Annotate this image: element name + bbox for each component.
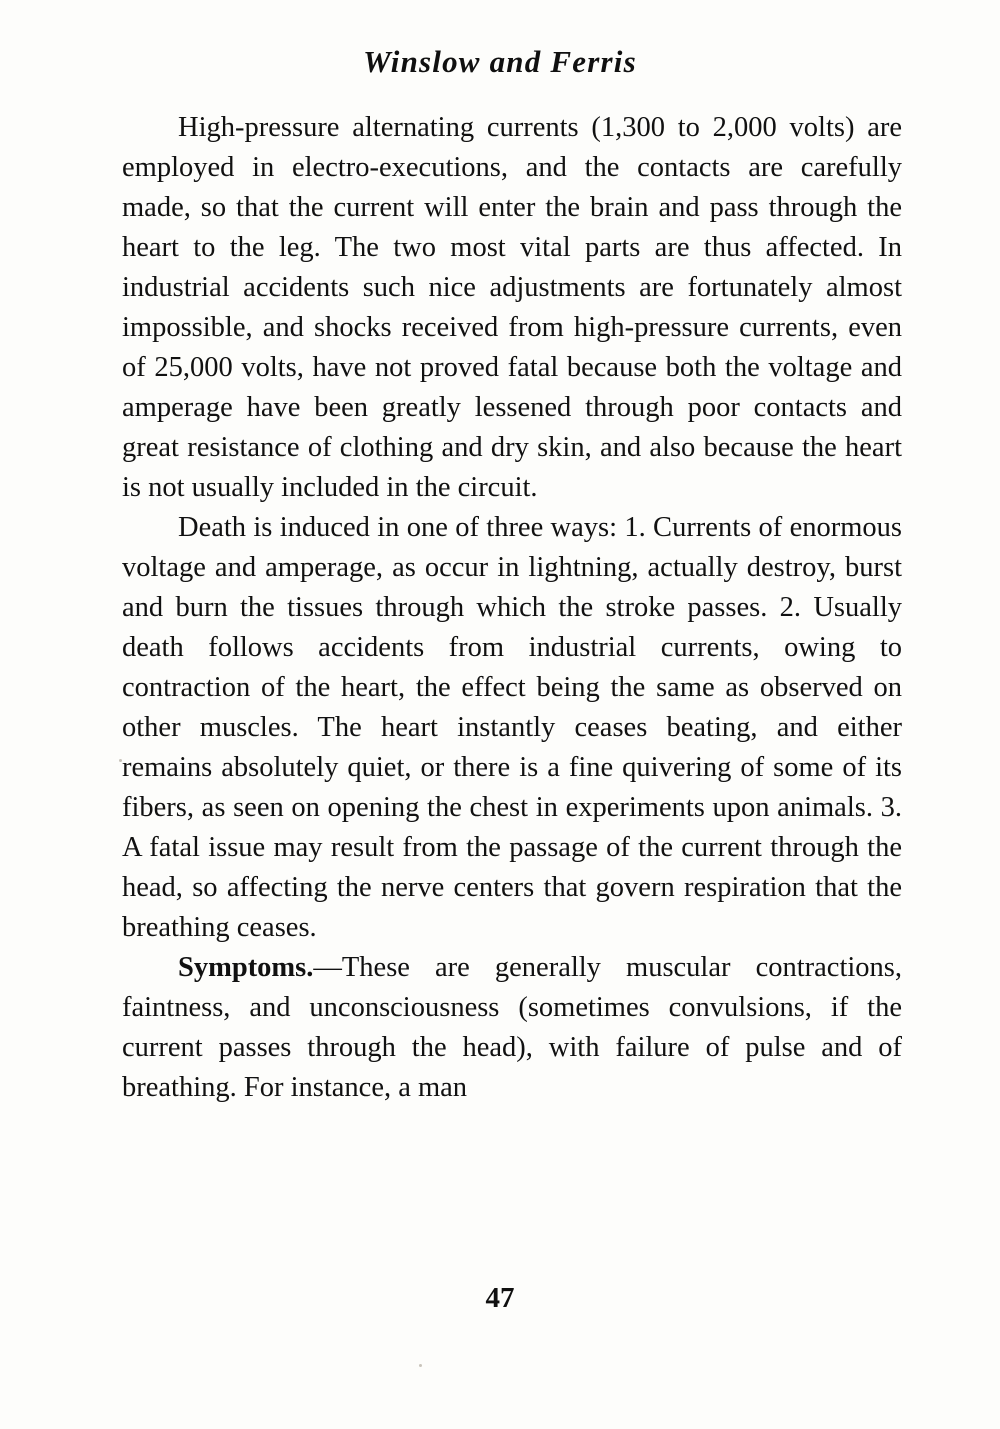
paragraph-symptoms <box>122 948 902 1108</box>
symptoms-lead-in: Symptoms. <box>178 952 314 983</box>
paragraph-high-pressure: High-pressure alternating currents (1,300 to 2,000 volts) are employed in electro-executions, and the contacts are carefully made, so that the current will enter the brain and pass through the heart to the leg. The two most vital parts are thus affected. In industrial accidents such nice adjustments are fortunately almost impossible, and shocks received from high-pressure currents, even of 25,000 volts, have not proved fatal because both the voltage and amperage have been greatly lessened through poor contacts and great resistance of clothing and dry skin, and also because the heart is not usually included in the circuit. <box>122 112 902 503</box>
symptoms-body: —These are generally muscular contractions, faintness, and unconsciousness (sometimes convulsions, if the current passes through the head), with failure of pulse and of breathing. For instance, a man <box>122 952 902 1103</box>
page-number: 47 <box>485 1282 515 1314</box>
body-text-column <box>122 108 902 1108</box>
paper-speck <box>419 1364 422 1367</box>
running-head: Winslow and Ferris <box>363 44 637 79</box>
paragraph-death-induced: Death is induced in one of three ways: 1. Currents of enormous voltage and amperage, as occur in lightning, actually destroy, burst and burn the tissues through which the stroke passes. 2. Usually death follows accidents from industrial currents, owing to contraction of the heart, the effect being the same as observed on other muscles. The heart instantly ceases beating, and either remains absolutely quiet, or there is a fine quivering of some of its fibers, as seen on opening the chest in experiments upon animals. 3. A fatal issue may result from the passage of the current through the head, so affecting the nerve centers that govern respiration that the breathing ceases. <box>122 512 902 943</box>
paper-speck <box>119 759 122 762</box>
